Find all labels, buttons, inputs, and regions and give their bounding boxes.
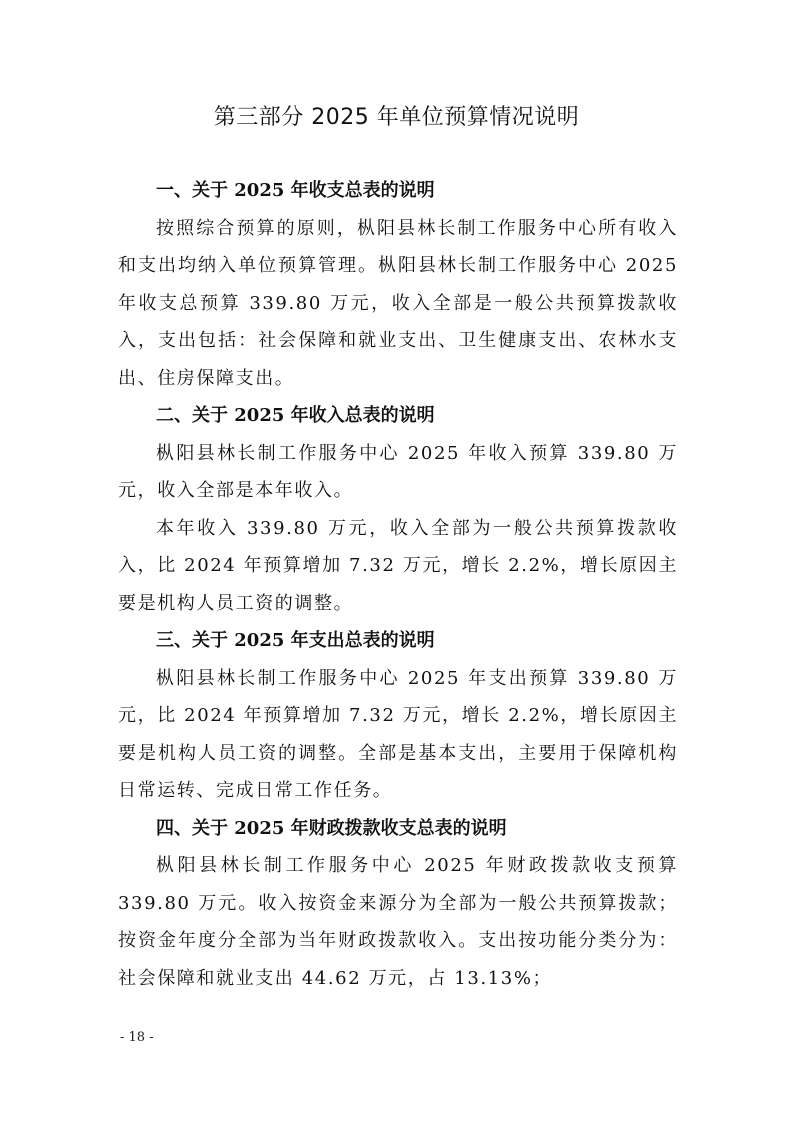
section-heading-3: 三、关于 2025 年支出总表的说明	[156, 630, 435, 651]
section-3-paragraph-1: 枞阳县林长制工作服务中心 2025 年支出预算 339.80 万元，比 2024 年预算增加 7.32 万元，增长 2.2%，增长原因主要是机构人员工资的调整。全部是基本支出，主要用于保障机构日常运转、完成日常工作任务。	[118, 667, 678, 801]
page-title: 第三部分 2025 年单位预算情况说明	[213, 105, 580, 130]
section-2-paragraph-1: 枞阳县林长制工作服务中心 2025 年收入预算 339.80 万元，收入全部是本年收入。	[118, 442, 678, 501]
page-number: - 18 -	[120, 1030, 154, 1045]
section-1-paragraph-1: 按照综合预算的原则，枞阳县林长制工作服务中心所有收入和支出均纳入单位预算管理。枞阳县林长制工作服务中心 2025 年收支总预算 339.80 万元，收入全部是一般公共预算拨款收入，支出包括：社会保障和就业支出、卫生健康支出、农林水支出、住房保障支出。	[118, 217, 678, 389]
section-2-paragraph-2: 本年收入 339.80 万元，收入全部为一般公共预算拨款收入，比 2024 年预算增加 7.32 万元，增长 2.2%，增长原因主要是机构人员工资的调整。	[118, 517, 678, 614]
document-body	[118, 172, 678, 997]
section-heading-1: 一、关于 2025 年收支总表的说明	[156, 180, 435, 201]
section-heading-2: 二、关于 2025 年收入总表的说明	[156, 405, 435, 426]
section-heading-4: 四、关于 2025 年财政拨款收支总表的说明	[156, 817, 507, 839]
section-4-paragraph-1: 枞阳县林长制工作服务中心 2025 年财政拨款收支预算 339.80 万元。收入按资金来源分为全部为一般公共预算拨款；按资金年度分全部为当年财政拨款收入。支出按功能分类分为：社会保障和就业支出 44.62 万元，占 13.13%；	[118, 855, 678, 989]
